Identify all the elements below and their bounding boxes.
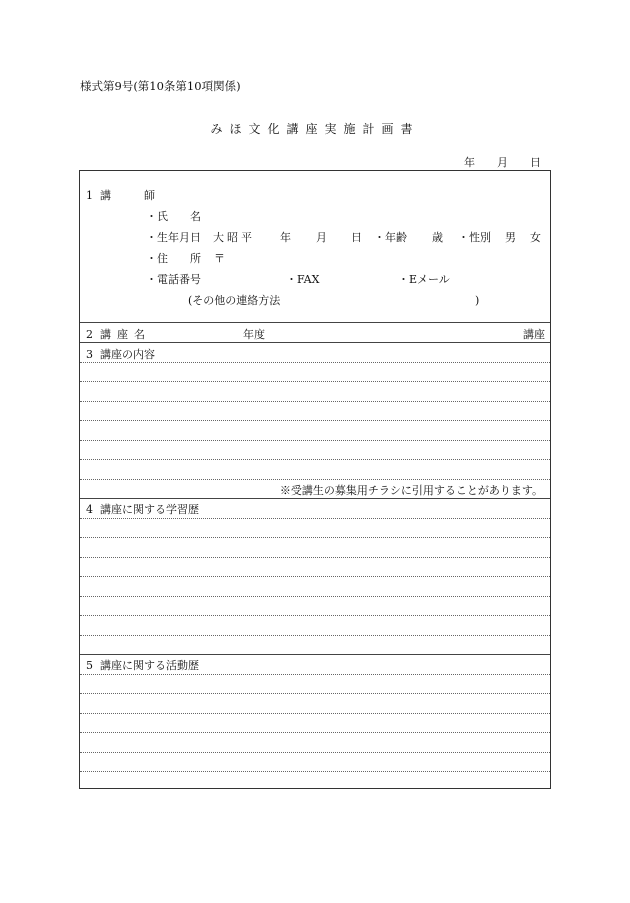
section3-label: 講座の内容 bbox=[100, 348, 155, 361]
study-line-5[interactable] bbox=[80, 596, 550, 597]
section5-number: 5 bbox=[86, 659, 93, 672]
date-day: 日 bbox=[530, 156, 541, 169]
fax-label[interactable]: ・FAX bbox=[286, 273, 320, 286]
form-number: 様式第9号(第10条第10項関係) bbox=[80, 79, 241, 93]
other-contact-close: ) bbox=[475, 294, 480, 307]
section3-number: 3 bbox=[86, 348, 93, 361]
birth-day[interactable]: 日 bbox=[351, 231, 362, 244]
divider-section3 bbox=[80, 342, 550, 343]
flyer-note: ※受講生の募集用チラシに引用することがあります。 bbox=[279, 484, 543, 497]
activity-line-2[interactable] bbox=[80, 693, 550, 694]
birthdate-label: ・生年月日 bbox=[146, 231, 201, 244]
study-line-3[interactable] bbox=[80, 557, 550, 558]
age-unit[interactable]: 歳 bbox=[432, 231, 443, 244]
date-year: 年 bbox=[464, 156, 475, 169]
study-line-6[interactable] bbox=[80, 615, 550, 616]
study-line-4[interactable] bbox=[80, 576, 550, 577]
section4-heading bbox=[86, 504, 199, 515]
study-line-7[interactable] bbox=[80, 635, 550, 636]
gender-male[interactable]: 男 bbox=[505, 231, 516, 244]
activity-line-6[interactable] bbox=[80, 771, 550, 772]
document-title: みほ文化講座実施計画書 bbox=[210, 122, 420, 136]
activity-line-4[interactable] bbox=[80, 732, 550, 733]
fiscal-year-field[interactable]: 年度 bbox=[243, 328, 265, 341]
section2-label: 講座名 bbox=[100, 328, 151, 341]
section2-heading bbox=[86, 329, 151, 340]
date-line bbox=[464, 157, 541, 168]
postal-mark[interactable]: 〒 bbox=[214, 252, 225, 265]
era-options[interactable]: 大昭平 bbox=[213, 231, 255, 244]
form-frame bbox=[79, 170, 551, 789]
section1-heading bbox=[86, 190, 155, 201]
study-line-2[interactable] bbox=[80, 537, 550, 538]
activity-line-1[interactable] bbox=[80, 674, 550, 675]
phone-label[interactable]: ・電話番号 bbox=[146, 273, 201, 286]
activity-line-3[interactable] bbox=[80, 713, 550, 714]
section5-label: 講座に関する活動歴 bbox=[100, 659, 199, 672]
other-contact-label[interactable]: (その他の連絡方法 bbox=[188, 294, 281, 307]
content-line-2[interactable] bbox=[80, 381, 550, 382]
content-line-6[interactable] bbox=[80, 459, 550, 460]
gender-label: ・性別 bbox=[458, 231, 491, 244]
course-field[interactable]: 講座 bbox=[523, 328, 545, 341]
section2-number: 2 bbox=[86, 328, 93, 341]
content-line-3[interactable] bbox=[80, 401, 550, 402]
email-label[interactable]: ・Eメール bbox=[398, 273, 450, 286]
divider-section2 bbox=[80, 322, 550, 323]
birth-month[interactable]: 月 bbox=[316, 231, 327, 244]
divider-section4 bbox=[80, 498, 550, 499]
study-line-1[interactable] bbox=[80, 518, 550, 519]
birth-year[interactable]: 年 bbox=[280, 231, 291, 244]
section5-heading bbox=[86, 660, 199, 671]
section4-number: 4 bbox=[86, 503, 93, 516]
instructor-name-field[interactable]: ・氏 名 bbox=[146, 210, 201, 223]
divider-section5 bbox=[80, 654, 550, 655]
gender-female[interactable]: 女 bbox=[530, 231, 541, 244]
section4-label: 講座に関する学習歴 bbox=[100, 503, 199, 516]
content-line-1[interactable] bbox=[80, 362, 550, 363]
section1-number: 1 bbox=[86, 189, 93, 202]
content-line-7[interactable] bbox=[80, 479, 550, 480]
address-label: ・住 所 bbox=[146, 252, 201, 265]
section1-label: 講 師 bbox=[100, 189, 155, 202]
date-month: 月 bbox=[497, 156, 508, 169]
age-label: ・年齢 bbox=[374, 231, 407, 244]
content-line-5[interactable] bbox=[80, 440, 550, 441]
content-line-4[interactable] bbox=[80, 420, 550, 421]
section3-heading bbox=[86, 349, 155, 360]
activity-line-5[interactable] bbox=[80, 752, 550, 753]
